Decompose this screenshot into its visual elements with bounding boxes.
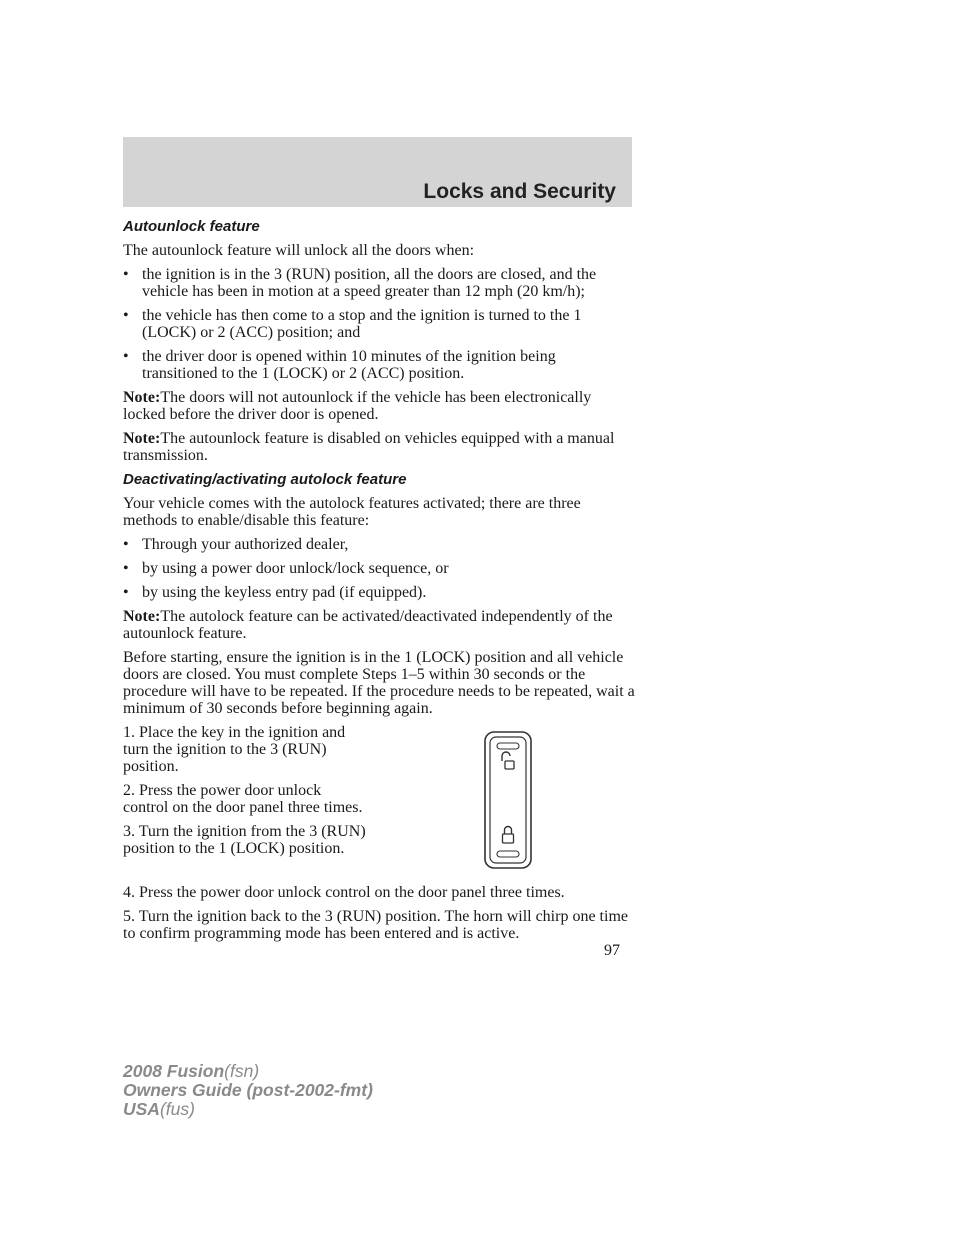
document-footer: [123, 1062, 373, 1119]
bullet-text: Through your authorized dealer,: [142, 536, 349, 553]
note-label: Note:: [123, 608, 161, 625]
before-starting-paragraph: Before starting, ensure the ignition is in the 1 (LOCK) position and all vehicle doors are closed. You must complete Steps 1–5 within 30 seconds or the procedure will have to be repeated. If the procedure needs to be repeated, wait a minimum of 30 seconds before beginning again.: [123, 649, 635, 717]
note-text: The doors will not autounlock if the vehicle has been electronically locked before the driver door is opened.: [123, 389, 592, 423]
note-paragraph: [123, 389, 635, 423]
bullet-icon: •: [123, 307, 129, 324]
section-header-band: [123, 137, 632, 207]
footer-line: [123, 1081, 373, 1100]
list-item: [123, 584, 635, 601]
bullet-icon: •: [123, 584, 129, 601]
note-label: Note:: [123, 430, 161, 447]
step-item: 4. Press the power door unlock control on the door panel three times.: [123, 884, 565, 901]
autolock-heading: Deactivating/activating autolock feature: [123, 471, 407, 488]
steps-with-figure: [123, 724, 635, 884]
footer-line: [123, 1062, 373, 1081]
bullet-icon: •: [123, 536, 129, 553]
bullet-text: by using the keyless entry pad (if equipped).: [142, 584, 427, 601]
figure-column: [369, 724, 635, 884]
note-paragraph: [123, 430, 635, 464]
footer-line: [123, 1100, 373, 1119]
step-item: 3. Turn the ignition from the 3 (RUN) position to the 1 (LOCK) position.: [123, 823, 366, 857]
bullet-text: the vehicle has then come to a stop and the ignition is turned to the 1 (LOCK) or 2 (ACC) position; and: [142, 307, 582, 341]
footer-region-code: (fus): [159, 1099, 195, 1119]
bullet-text: the ignition is in the 3 (RUN) position, all the doors are closed, and the vehicle has been in motion at a speed greater than 12 mph (20 km/h);: [142, 266, 597, 300]
bullet-icon: •: [123, 348, 129, 365]
page-content: [123, 218, 635, 949]
footer-guide: Owners Guide (post-2002-fmt): [123, 1080, 373, 1100]
step-item: 1. Place the key in the ignition and turn the ignition to the 3 (RUN) position.: [123, 724, 346, 775]
door-lock-switch-icon: [483, 730, 533, 870]
list-item: [123, 266, 635, 300]
step-item: 5. Turn the ignition back to the 3 (RUN) position. The horn will chirp one time to confirm programming mode has been entered and is active.: [123, 908, 628, 942]
list-item: [123, 536, 635, 553]
footer-region: USA: [123, 1099, 160, 1119]
list-item: [123, 560, 635, 577]
autounlock-heading: Autounlock feature: [123, 218, 260, 235]
bullet-icon: •: [123, 266, 129, 283]
page-number: 97: [604, 942, 620, 959]
steps-column: [123, 724, 369, 884]
section-title: Locks and Security: [423, 180, 616, 203]
bullet-text: the driver door is opened within 10 minutes of the ignition being transitioned to the 1 (LOCK) or 2 (ACC) position.: [142, 348, 556, 382]
bullet-text: by using a power door unlock/lock sequence, or: [142, 560, 449, 577]
step-item: 2. Press the power door unlock control on the door panel three times.: [123, 782, 363, 816]
note-label: Note:: [123, 389, 161, 406]
autounlock-intro: The autounlock feature will unlock all the doors when:: [123, 242, 475, 259]
note-paragraph: [123, 608, 635, 642]
note-text: The autolock feature can be activated/deactivated independently of the autounlock feature.: [123, 608, 613, 642]
bullet-icon: •: [123, 560, 129, 577]
list-item: [123, 348, 635, 382]
footer-model: 2008 Fusion: [123, 1061, 225, 1081]
footer-model-code: (fsn): [224, 1061, 260, 1081]
autolock-intro: Your vehicle comes with the autolock features activated; there are three methods to enable/disable this feature:: [123, 495, 581, 529]
note-text: The autounlock feature is disabled on vehicles equipped with a manual transmission.: [123, 430, 615, 464]
list-item: [123, 307, 635, 341]
